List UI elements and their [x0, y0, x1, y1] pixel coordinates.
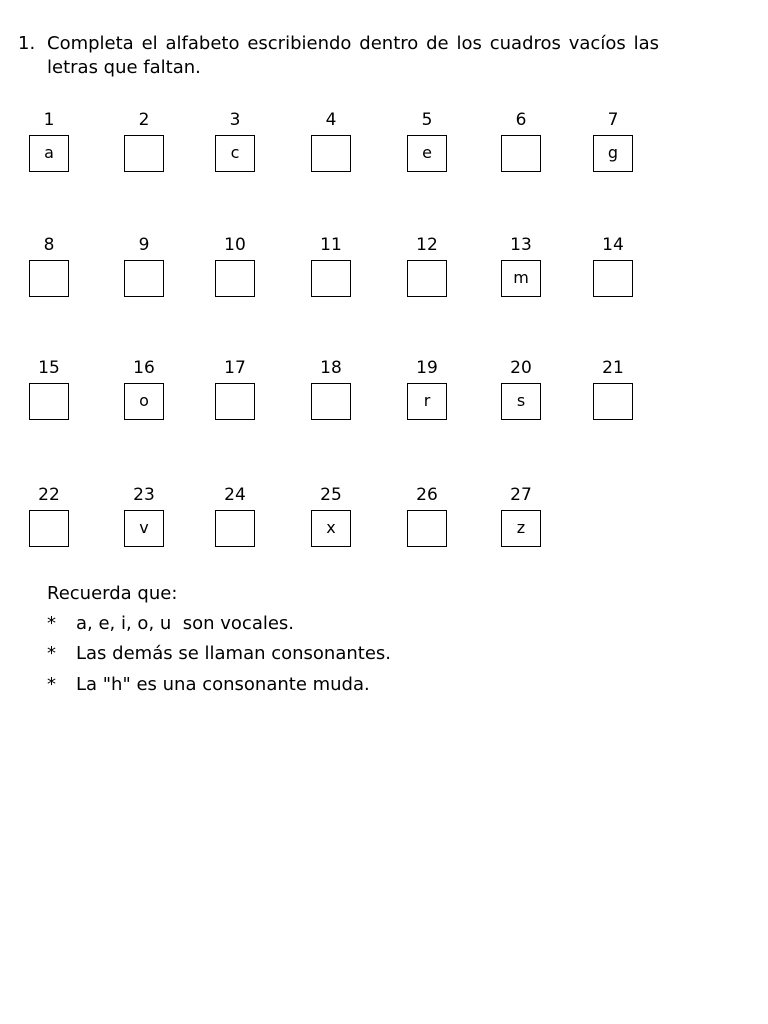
cell-number: 1	[43, 110, 55, 130]
empty-letter-box[interactable]	[124, 260, 164, 297]
letter-cell	[29, 110, 69, 172]
cell-number: 6	[515, 110, 527, 130]
cell-number: 5	[421, 110, 433, 130]
cell-number: 7	[607, 110, 619, 130]
cell-number: 17	[224, 358, 246, 378]
letter-cell	[501, 358, 541, 420]
cell-number: 10	[224, 235, 246, 255]
grid-row	[0, 110, 768, 180]
letter-box: s	[501, 383, 541, 420]
letter-box: e	[407, 135, 447, 172]
letter-cell	[311, 358, 351, 420]
grid-row	[0, 358, 768, 428]
empty-letter-box[interactable]	[215, 260, 255, 297]
cell-number: 18	[320, 358, 342, 378]
cell-number: 9	[138, 235, 150, 255]
letter-cell	[124, 110, 164, 172]
cell-number: 8	[43, 235, 55, 255]
letter-cell	[311, 485, 351, 547]
empty-letter-box[interactable]	[215, 510, 255, 547]
letter-box: v	[124, 510, 164, 547]
empty-letter-box[interactable]	[29, 260, 69, 297]
cell-number: 25	[320, 485, 342, 505]
empty-letter-box[interactable]	[407, 260, 447, 297]
cell-number: 13	[510, 235, 532, 255]
empty-letter-box[interactable]	[29, 510, 69, 547]
letter-box: z	[501, 510, 541, 547]
reminder-item-text: Las demás se llaman consonantes.	[76, 643, 392, 664]
letter-cell	[29, 358, 69, 420]
letter-cell	[501, 235, 541, 297]
letter-box: m	[501, 260, 541, 297]
reminder-item-text: La "h" es una consonante muda.	[76, 674, 370, 695]
letter-cell	[215, 358, 255, 420]
cell-number: 2	[138, 110, 150, 130]
empty-letter-box[interactable]	[311, 260, 351, 297]
letter-box: g	[593, 135, 633, 172]
letter-box: r	[407, 383, 447, 420]
empty-letter-box[interactable]	[407, 510, 447, 547]
letter-cell	[407, 358, 447, 420]
grid-row	[0, 235, 768, 305]
cell-number: 15	[38, 358, 60, 378]
empty-letter-box[interactable]	[311, 135, 351, 172]
letter-cell	[593, 235, 633, 297]
empty-letter-box[interactable]	[124, 135, 164, 172]
reminder-bullet: *	[47, 674, 56, 695]
letter-cell	[124, 235, 164, 297]
reminder-title: Recuerda que:	[47, 583, 178, 604]
instruction-number: 1.	[18, 33, 36, 54]
cell-number: 19	[416, 358, 438, 378]
letter-cell	[124, 358, 164, 420]
letter-cell	[407, 485, 447, 547]
cell-number: 11	[320, 235, 342, 255]
cell-number: 12	[416, 235, 438, 255]
cell-number: 16	[133, 358, 155, 378]
letter-cell	[501, 110, 541, 172]
letter-box: c	[215, 135, 255, 172]
empty-letter-box[interactable]	[215, 383, 255, 420]
empty-letter-box[interactable]	[593, 260, 633, 297]
letter-cell	[215, 110, 255, 172]
letter-box: x	[311, 510, 351, 547]
reminder-bullet: *	[47, 643, 56, 664]
empty-letter-box[interactable]	[501, 135, 541, 172]
cell-number: 27	[510, 485, 532, 505]
letter-cell	[29, 235, 69, 297]
cell-number: 23	[133, 485, 155, 505]
letter-cell	[593, 110, 633, 172]
grid-row	[0, 485, 768, 555]
cell-number: 4	[325, 110, 337, 130]
letter-cell	[311, 235, 351, 297]
letter-cell	[311, 110, 351, 172]
cell-number: 3	[229, 110, 241, 130]
reminder-bullet: *	[47, 613, 56, 634]
letter-cell	[29, 485, 69, 547]
cell-number: 20	[510, 358, 532, 378]
empty-letter-box[interactable]	[29, 383, 69, 420]
letter-box: o	[124, 383, 164, 420]
cell-number: 22	[38, 485, 60, 505]
reminder-item-text: a, e, i, o, u son vocales.	[76, 613, 295, 634]
cell-number: 14	[602, 235, 624, 255]
cell-number: 21	[602, 358, 624, 378]
letter-cell	[593, 358, 633, 420]
empty-letter-box[interactable]	[593, 383, 633, 420]
empty-letter-box[interactable]	[311, 383, 351, 420]
letter-cell	[215, 485, 255, 547]
letter-box: a	[29, 135, 69, 172]
letter-cell	[501, 485, 541, 547]
letter-cell	[124, 485, 164, 547]
instruction-text: Completa el alfabeto escribiendo dentro de los cuadros vacíos las letras que faltan.	[47, 33, 659, 78]
letter-cell	[407, 110, 447, 172]
cell-number: 24	[224, 485, 246, 505]
cell-number: 26	[416, 485, 438, 505]
letter-cell	[407, 235, 447, 297]
letter-cell	[215, 235, 255, 297]
